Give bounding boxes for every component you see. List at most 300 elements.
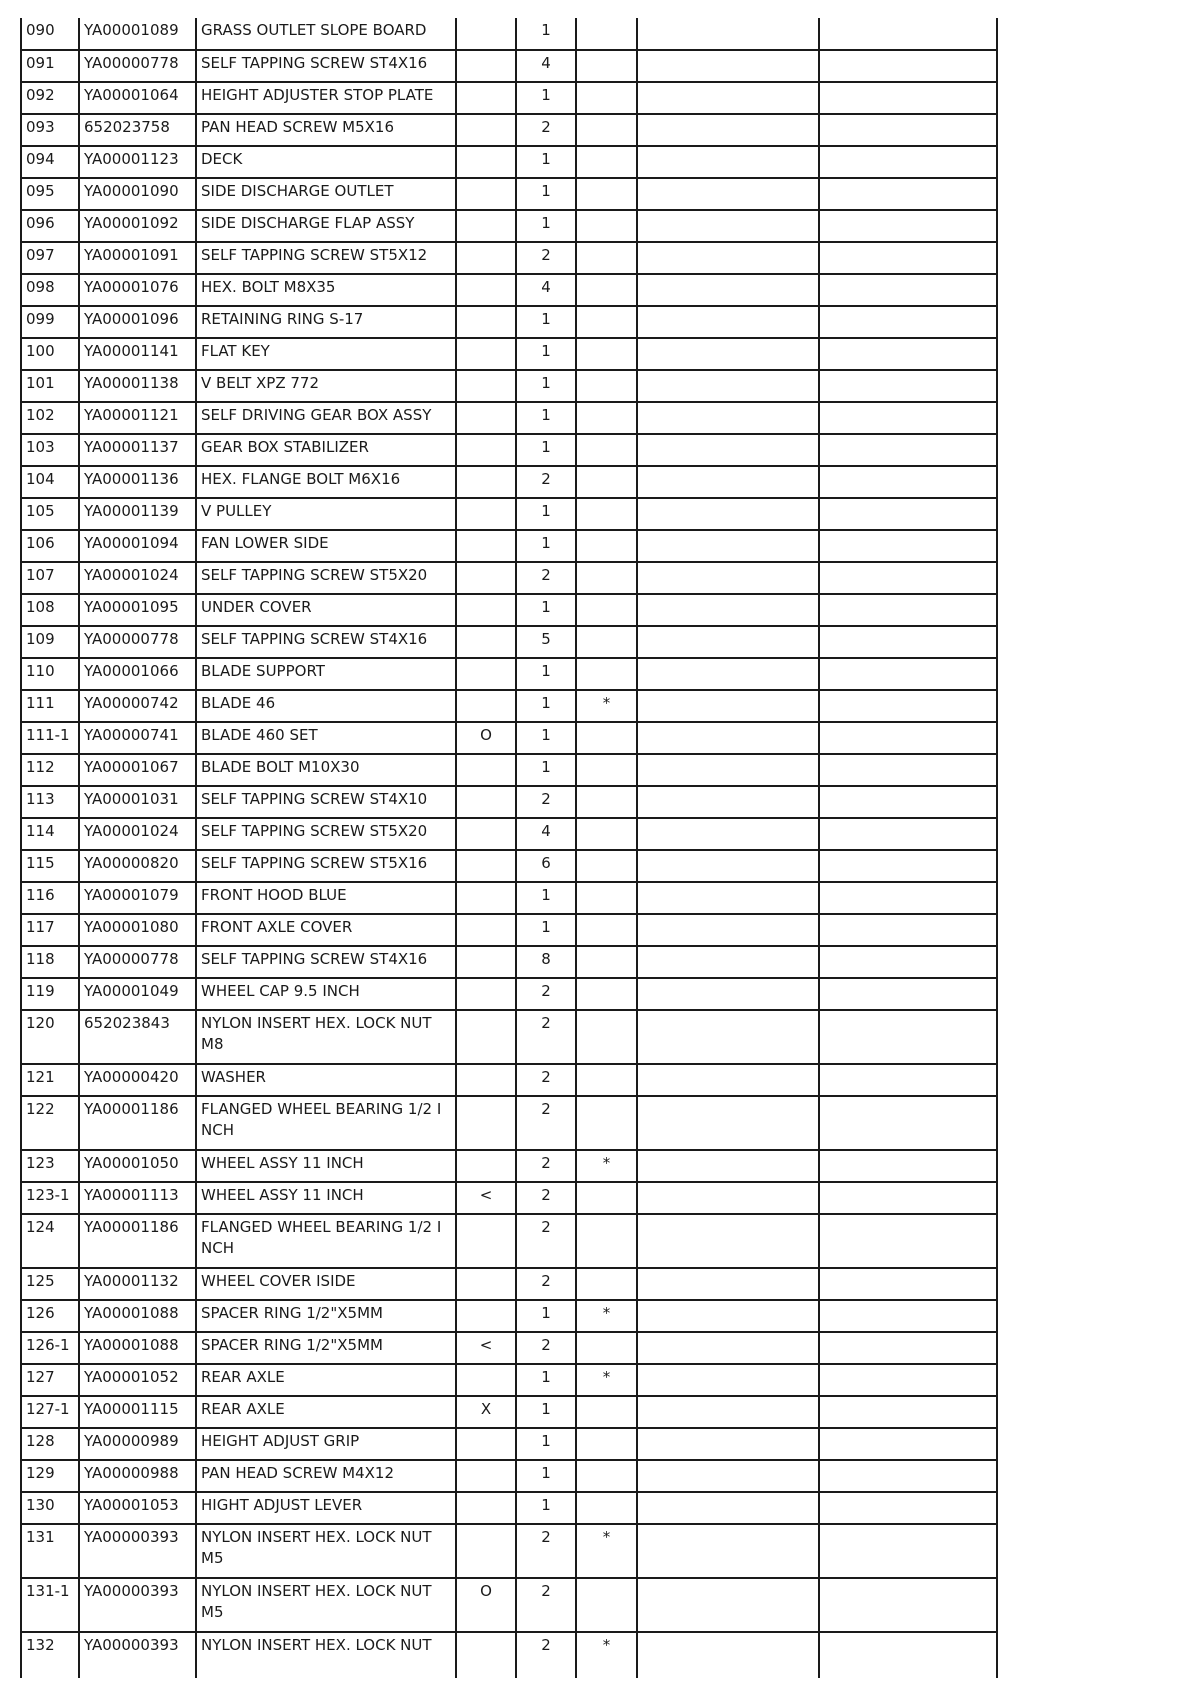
part-number-cell: 126 bbox=[21, 1300, 79, 1332]
description-cell: REAR AXLE bbox=[196, 1364, 456, 1396]
part-number-cell: 109 bbox=[21, 626, 79, 658]
blank-cell-2 bbox=[819, 1268, 997, 1300]
part-code-cell: YA00001136 bbox=[79, 466, 196, 498]
part-number-cell: 092 bbox=[21, 82, 79, 114]
spare-part-mark-cell bbox=[576, 850, 637, 882]
quantity-cell: 2 bbox=[516, 1096, 576, 1150]
blank-cell-1 bbox=[637, 1396, 819, 1428]
part-number-cell: 127 bbox=[21, 1364, 79, 1396]
spare-part-mark-cell bbox=[576, 1492, 637, 1524]
variant-mark-cell bbox=[456, 594, 516, 626]
variant-mark-cell bbox=[456, 1096, 516, 1150]
blank-cell-1 bbox=[637, 562, 819, 594]
variant-mark-cell bbox=[456, 914, 516, 946]
quantity-cell: 1 bbox=[516, 1300, 576, 1332]
quantity-cell: 2 bbox=[516, 1268, 576, 1300]
part-code-cell: YA00001092 bbox=[79, 210, 196, 242]
part-number-cell: 097 bbox=[21, 242, 79, 274]
description-cell: HEX. BOLT M8X35 bbox=[196, 274, 456, 306]
part-code-cell: YA00001024 bbox=[79, 562, 196, 594]
part-code-cell: YA00001121 bbox=[79, 402, 196, 434]
table-row bbox=[21, 658, 997, 690]
blank-cell-2 bbox=[819, 914, 997, 946]
part-code-cell: YA00001090 bbox=[79, 178, 196, 210]
part-number-cell: 105 bbox=[21, 498, 79, 530]
table-row bbox=[21, 82, 997, 114]
blank-cell-2 bbox=[819, 178, 997, 210]
part-code-cell: YA00001053 bbox=[79, 1492, 196, 1524]
blank-cell-2 bbox=[819, 50, 997, 82]
table-row bbox=[21, 530, 997, 562]
blank-cell-2 bbox=[819, 946, 997, 978]
blank-cell-1 bbox=[637, 1214, 819, 1268]
blank-cell-1 bbox=[637, 882, 819, 914]
part-number-cell: 096 bbox=[21, 210, 79, 242]
variant-mark-cell bbox=[456, 18, 516, 50]
part-number-cell: 108 bbox=[21, 594, 79, 626]
description-cell: FRONT HOOD BLUE bbox=[196, 882, 456, 914]
table-row bbox=[21, 1268, 997, 1300]
variant-mark-cell bbox=[456, 1364, 516, 1396]
spare-part-mark-cell bbox=[576, 1332, 637, 1364]
blank-cell-1 bbox=[637, 530, 819, 562]
spare-part-mark-cell bbox=[576, 882, 637, 914]
blank-cell-1 bbox=[637, 1150, 819, 1182]
description-cell: REAR AXLE bbox=[196, 1396, 456, 1428]
blank-cell-2 bbox=[819, 210, 997, 242]
table-row bbox=[21, 1300, 997, 1332]
part-code-cell: YA00001139 bbox=[79, 498, 196, 530]
variant-mark-cell bbox=[456, 1064, 516, 1096]
description-cell: WHEEL COVER ISIDE bbox=[196, 1268, 456, 1300]
table-row bbox=[21, 306, 997, 338]
quantity-cell: 1 bbox=[516, 146, 576, 178]
spare-part-mark-cell: * bbox=[576, 1364, 637, 1396]
description-cell: BLADE BOLT M10X30 bbox=[196, 754, 456, 786]
blank-cell-2 bbox=[819, 1364, 997, 1396]
blank-cell-2 bbox=[819, 1332, 997, 1364]
variant-mark-cell bbox=[456, 1010, 516, 1064]
table-row bbox=[21, 914, 997, 946]
part-number-cell: 112 bbox=[21, 754, 79, 786]
spare-part-mark-cell bbox=[576, 434, 637, 466]
blank-cell-1 bbox=[637, 146, 819, 178]
blank-cell-2 bbox=[819, 530, 997, 562]
part-number-cell: 121 bbox=[21, 1064, 79, 1096]
description-cell: PAN HEAD SCREW M4X12 bbox=[196, 1460, 456, 1492]
spare-part-mark-cell bbox=[576, 1428, 637, 1460]
table-row bbox=[21, 274, 997, 306]
table-row bbox=[21, 18, 997, 50]
part-code-cell: YA00001094 bbox=[79, 530, 196, 562]
blank-cell-2 bbox=[819, 1010, 997, 1064]
quantity-cell: 4 bbox=[516, 818, 576, 850]
variant-mark-cell bbox=[456, 1460, 516, 1492]
part-number-cell: 118 bbox=[21, 946, 79, 978]
variant-mark-cell bbox=[456, 82, 516, 114]
spare-part-mark-cell bbox=[576, 1182, 637, 1214]
part-code-cell: YA00001115 bbox=[79, 1396, 196, 1428]
description-cell: RETAINING RING S-17 bbox=[196, 306, 456, 338]
variant-mark-cell bbox=[456, 754, 516, 786]
table-row bbox=[21, 754, 997, 786]
table-row bbox=[21, 434, 997, 466]
description-cell: SIDE DISCHARGE OUTLET bbox=[196, 178, 456, 210]
table-row bbox=[21, 1214, 997, 1268]
spare-part-mark-cell bbox=[576, 914, 637, 946]
part-number-cell: 131 bbox=[21, 1524, 79, 1578]
part-code-cell: YA00001095 bbox=[79, 594, 196, 626]
variant-mark-cell: X bbox=[456, 1396, 516, 1428]
variant-mark-cell bbox=[456, 306, 516, 338]
blank-cell-2 bbox=[819, 274, 997, 306]
table-row bbox=[21, 50, 997, 82]
table-row bbox=[21, 1632, 997, 1678]
quantity-cell: 1 bbox=[516, 178, 576, 210]
spare-part-mark-cell bbox=[576, 370, 637, 402]
blank-cell-1 bbox=[637, 1064, 819, 1096]
variant-mark-cell bbox=[456, 1214, 516, 1268]
part-code-cell: YA00001052 bbox=[79, 1364, 196, 1396]
part-number-cell: 094 bbox=[21, 146, 79, 178]
part-code-cell: YA00000778 bbox=[79, 50, 196, 82]
blank-cell-1 bbox=[637, 242, 819, 274]
quantity-cell: 1 bbox=[516, 370, 576, 402]
table-row bbox=[21, 1428, 997, 1460]
blank-cell-1 bbox=[637, 338, 819, 370]
description-cell: GRASS OUTLET SLOPE BOARD bbox=[196, 18, 456, 50]
blank-cell-1 bbox=[637, 1268, 819, 1300]
variant-mark-cell bbox=[456, 178, 516, 210]
blank-cell-2 bbox=[819, 434, 997, 466]
description-cell: GEAR BOX STABILIZER bbox=[196, 434, 456, 466]
table-row bbox=[21, 1150, 997, 1182]
part-number-cell: 106 bbox=[21, 530, 79, 562]
blank-cell-1 bbox=[637, 946, 819, 978]
blank-cell-1 bbox=[637, 1010, 819, 1064]
blank-cell-1 bbox=[637, 658, 819, 690]
blank-cell-1 bbox=[637, 850, 819, 882]
description-cell: WHEEL ASSY 11 INCH bbox=[196, 1182, 456, 1214]
description-cell: SELF TAPPING SCREW ST4X16 bbox=[196, 946, 456, 978]
part-number-cell: 107 bbox=[21, 562, 79, 594]
blank-cell-2 bbox=[819, 498, 997, 530]
part-number-cell: 122 bbox=[21, 1096, 79, 1150]
part-code-cell: YA00001080 bbox=[79, 914, 196, 946]
variant-mark-cell bbox=[456, 1300, 516, 1332]
quantity-cell: 1 bbox=[516, 434, 576, 466]
blank-cell-2 bbox=[819, 1524, 997, 1578]
table-row bbox=[21, 370, 997, 402]
spare-part-mark-cell bbox=[576, 498, 637, 530]
quantity-cell: 1 bbox=[516, 594, 576, 626]
part-number-cell: 093 bbox=[21, 114, 79, 146]
part-number-cell: 091 bbox=[21, 50, 79, 82]
description-cell: HEX. FLANGE BOLT M6X16 bbox=[196, 466, 456, 498]
quantity-cell: 1 bbox=[516, 754, 576, 786]
part-code-cell: YA00001079 bbox=[79, 882, 196, 914]
part-code-cell: YA00001113 bbox=[79, 1182, 196, 1214]
description-cell: FLAT KEY bbox=[196, 338, 456, 370]
blank-cell-1 bbox=[637, 690, 819, 722]
part-number-cell: 119 bbox=[21, 978, 79, 1010]
description-cell: SELF TAPPING SCREW ST4X16 bbox=[196, 626, 456, 658]
part-number-cell: 101 bbox=[21, 370, 79, 402]
blank-cell-1 bbox=[637, 498, 819, 530]
variant-mark-cell bbox=[456, 850, 516, 882]
part-code-cell: YA00001088 bbox=[79, 1332, 196, 1364]
part-number-cell: 129 bbox=[21, 1460, 79, 1492]
description-cell: HIGHT ADJUST LEVER bbox=[196, 1492, 456, 1524]
description-cell: BLADE SUPPORT bbox=[196, 658, 456, 690]
table-row bbox=[21, 1064, 997, 1096]
blank-cell-1 bbox=[637, 1300, 819, 1332]
table-row bbox=[21, 402, 997, 434]
part-number-cell: 114 bbox=[21, 818, 79, 850]
part-number-cell: 123 bbox=[21, 1150, 79, 1182]
variant-mark-cell bbox=[456, 466, 516, 498]
table-row bbox=[21, 146, 997, 178]
part-code-cell: YA00001137 bbox=[79, 434, 196, 466]
blank-cell-2 bbox=[819, 466, 997, 498]
blank-cell-2 bbox=[819, 1578, 997, 1632]
blank-cell-2 bbox=[819, 1632, 997, 1678]
blank-cell-2 bbox=[819, 338, 997, 370]
quantity-cell: 2 bbox=[516, 562, 576, 594]
description-cell: FLANGED WHEEL BEARING 1/2 I NCH bbox=[196, 1214, 456, 1268]
variant-mark-cell: O bbox=[456, 722, 516, 754]
table-row bbox=[21, 1460, 997, 1492]
description-cell: NYLON INSERT HEX. LOCK NUT M8 bbox=[196, 1010, 456, 1064]
description-cell: WASHER bbox=[196, 1064, 456, 1096]
description-cell: SELF TAPPING SCREW ST4X16 bbox=[196, 50, 456, 82]
variant-mark-cell bbox=[456, 562, 516, 594]
quantity-cell: 2 bbox=[516, 242, 576, 274]
part-code-cell: YA00001066 bbox=[79, 658, 196, 690]
blank-cell-2 bbox=[819, 82, 997, 114]
variant-mark-cell bbox=[456, 946, 516, 978]
spare-part-mark-cell bbox=[576, 722, 637, 754]
variant-mark-cell bbox=[456, 498, 516, 530]
blank-cell-2 bbox=[819, 1064, 997, 1096]
quantity-cell: 2 bbox=[516, 1632, 576, 1678]
part-code-cell: YA00001064 bbox=[79, 82, 196, 114]
blank-cell-2 bbox=[819, 370, 997, 402]
blank-cell-2 bbox=[819, 754, 997, 786]
part-code-cell: YA00001141 bbox=[79, 338, 196, 370]
part-code-cell: YA00001050 bbox=[79, 1150, 196, 1182]
parts-table-body bbox=[21, 18, 997, 1678]
table-row bbox=[21, 1096, 997, 1150]
variant-mark-cell bbox=[456, 978, 516, 1010]
part-code-cell: YA00000989 bbox=[79, 1428, 196, 1460]
blank-cell-1 bbox=[637, 1632, 819, 1678]
part-number-cell: 095 bbox=[21, 178, 79, 210]
spare-part-mark-cell: * bbox=[576, 1150, 637, 1182]
spare-part-mark-cell bbox=[576, 1010, 637, 1064]
spare-part-mark-cell bbox=[576, 978, 637, 1010]
variant-mark-cell bbox=[456, 210, 516, 242]
spare-part-mark-cell bbox=[576, 786, 637, 818]
blank-cell-2 bbox=[819, 1214, 997, 1268]
quantity-cell: 1 bbox=[516, 82, 576, 114]
blank-cell-2 bbox=[819, 1150, 997, 1182]
part-number-cell: 116 bbox=[21, 882, 79, 914]
blank-cell-2 bbox=[819, 242, 997, 274]
blank-cell-1 bbox=[637, 1096, 819, 1150]
blank-cell-1 bbox=[637, 402, 819, 434]
spare-part-mark-cell bbox=[576, 114, 637, 146]
blank-cell-1 bbox=[637, 434, 819, 466]
part-code-cell: YA00001138 bbox=[79, 370, 196, 402]
blank-cell-1 bbox=[637, 914, 819, 946]
quantity-cell: 2 bbox=[516, 1182, 576, 1214]
blank-cell-2 bbox=[819, 1096, 997, 1150]
spare-part-mark-cell bbox=[576, 50, 637, 82]
part-number-cell: 111 bbox=[21, 690, 79, 722]
quantity-cell: 1 bbox=[516, 1428, 576, 1460]
spare-part-mark-cell: * bbox=[576, 1632, 637, 1678]
quantity-cell: 2 bbox=[516, 1214, 576, 1268]
blank-cell-1 bbox=[637, 1428, 819, 1460]
part-code-cell: YA00000741 bbox=[79, 722, 196, 754]
part-number-cell: 098 bbox=[21, 274, 79, 306]
spare-part-mark-cell: * bbox=[576, 1300, 637, 1332]
quantity-cell: 1 bbox=[516, 1460, 576, 1492]
quantity-cell: 1 bbox=[516, 1396, 576, 1428]
blank-cell-1 bbox=[637, 1578, 819, 1632]
part-number-cell: 124 bbox=[21, 1214, 79, 1268]
quantity-cell: 2 bbox=[516, 1010, 576, 1064]
description-cell: SELF TAPPING SCREW ST5X20 bbox=[196, 562, 456, 594]
part-code-cell: 652023758 bbox=[79, 114, 196, 146]
quantity-cell: 1 bbox=[516, 882, 576, 914]
blank-cell-1 bbox=[637, 754, 819, 786]
variant-mark-cell bbox=[456, 690, 516, 722]
description-cell: DECK bbox=[196, 146, 456, 178]
table-row bbox=[21, 690, 997, 722]
variant-mark-cell bbox=[456, 786, 516, 818]
table-row bbox=[21, 1578, 997, 1632]
table-row bbox=[21, 786, 997, 818]
spare-part-mark-cell bbox=[576, 82, 637, 114]
part-code-cell: YA00001123 bbox=[79, 146, 196, 178]
description-cell: SPACER RING 1/2"X5MM bbox=[196, 1332, 456, 1364]
table-row bbox=[21, 242, 997, 274]
table-row bbox=[21, 114, 997, 146]
blank-cell-2 bbox=[819, 402, 997, 434]
blank-cell-2 bbox=[819, 1428, 997, 1460]
part-code-cell: 652023843 bbox=[79, 1010, 196, 1064]
variant-mark-cell bbox=[456, 1632, 516, 1678]
blank-cell-2 bbox=[819, 18, 997, 50]
quantity-cell: 5 bbox=[516, 626, 576, 658]
part-code-cell: YA00001089 bbox=[79, 18, 196, 50]
description-cell: PAN HEAD SCREW M5X16 bbox=[196, 114, 456, 146]
spare-part-mark-cell bbox=[576, 562, 637, 594]
spare-part-mark-cell bbox=[576, 1268, 637, 1300]
part-number-cell: 090 bbox=[21, 18, 79, 50]
blank-cell-1 bbox=[637, 178, 819, 210]
blank-cell-1 bbox=[637, 370, 819, 402]
part-code-cell: YA00001088 bbox=[79, 1300, 196, 1332]
quantity-cell: 4 bbox=[516, 274, 576, 306]
variant-mark-cell bbox=[456, 626, 516, 658]
part-code-cell: YA00000988 bbox=[79, 1460, 196, 1492]
variant-mark-cell bbox=[456, 370, 516, 402]
variant-mark-cell: < bbox=[456, 1182, 516, 1214]
part-code-cell: YA00001132 bbox=[79, 1268, 196, 1300]
parts-list-sheet bbox=[20, 18, 998, 1678]
quantity-cell: 2 bbox=[516, 978, 576, 1010]
table-row bbox=[21, 946, 997, 978]
description-cell: SPACER RING 1/2"X5MM bbox=[196, 1300, 456, 1332]
spare-part-mark-cell bbox=[576, 18, 637, 50]
description-cell: BLADE 46 bbox=[196, 690, 456, 722]
blank-cell-1 bbox=[637, 786, 819, 818]
blank-cell-1 bbox=[637, 1332, 819, 1364]
part-code-cell: YA00001096 bbox=[79, 306, 196, 338]
description-cell: V BELT XPZ 772 bbox=[196, 370, 456, 402]
variant-mark-cell bbox=[456, 1150, 516, 1182]
quantity-cell: 1 bbox=[516, 306, 576, 338]
part-code-cell: YA00001031 bbox=[79, 786, 196, 818]
blank-cell-2 bbox=[819, 1182, 997, 1214]
spare-part-mark-cell bbox=[576, 338, 637, 370]
description-cell: WHEEL ASSY 11 INCH bbox=[196, 1150, 456, 1182]
table-row bbox=[21, 466, 997, 498]
part-number-cell: 127-1 bbox=[21, 1396, 79, 1428]
blank-cell-2 bbox=[819, 1396, 997, 1428]
part-number-cell: 117 bbox=[21, 914, 79, 946]
blank-cell-1 bbox=[637, 82, 819, 114]
blank-cell-2 bbox=[819, 882, 997, 914]
spare-part-mark-cell bbox=[576, 1460, 637, 1492]
part-number-cell: 120 bbox=[21, 1010, 79, 1064]
part-code-cell: YA00000742 bbox=[79, 690, 196, 722]
part-code-cell: YA00000420 bbox=[79, 1064, 196, 1096]
blank-cell-2 bbox=[819, 562, 997, 594]
description-cell: SELF TAPPING SCREW ST5X20 bbox=[196, 818, 456, 850]
blank-cell-1 bbox=[637, 306, 819, 338]
blank-cell-1 bbox=[637, 626, 819, 658]
table-row bbox=[21, 1396, 997, 1428]
quantity-cell: 2 bbox=[516, 1524, 576, 1578]
blank-cell-2 bbox=[819, 818, 997, 850]
spare-part-mark-cell bbox=[576, 466, 637, 498]
variant-mark-cell bbox=[456, 274, 516, 306]
blank-cell-2 bbox=[819, 626, 997, 658]
variant-mark-cell bbox=[456, 882, 516, 914]
description-cell: FRONT AXLE COVER bbox=[196, 914, 456, 946]
quantity-cell: 2 bbox=[516, 466, 576, 498]
part-number-cell: 132 bbox=[21, 1632, 79, 1678]
blank-cell-1 bbox=[637, 1524, 819, 1578]
part-number-cell: 131-1 bbox=[21, 1578, 79, 1632]
quantity-cell: 1 bbox=[516, 1364, 576, 1396]
quantity-cell: 1 bbox=[516, 690, 576, 722]
variant-mark-cell bbox=[456, 50, 516, 82]
part-code-cell: YA00001024 bbox=[79, 818, 196, 850]
blank-cell-1 bbox=[637, 114, 819, 146]
blank-cell-1 bbox=[637, 1364, 819, 1396]
quantity-cell: 2 bbox=[516, 1578, 576, 1632]
part-number-cell: 126-1 bbox=[21, 1332, 79, 1364]
spare-part-mark-cell bbox=[576, 1578, 637, 1632]
variant-mark-cell bbox=[456, 114, 516, 146]
quantity-cell: 2 bbox=[516, 1064, 576, 1096]
spare-part-mark-cell bbox=[576, 1096, 637, 1150]
